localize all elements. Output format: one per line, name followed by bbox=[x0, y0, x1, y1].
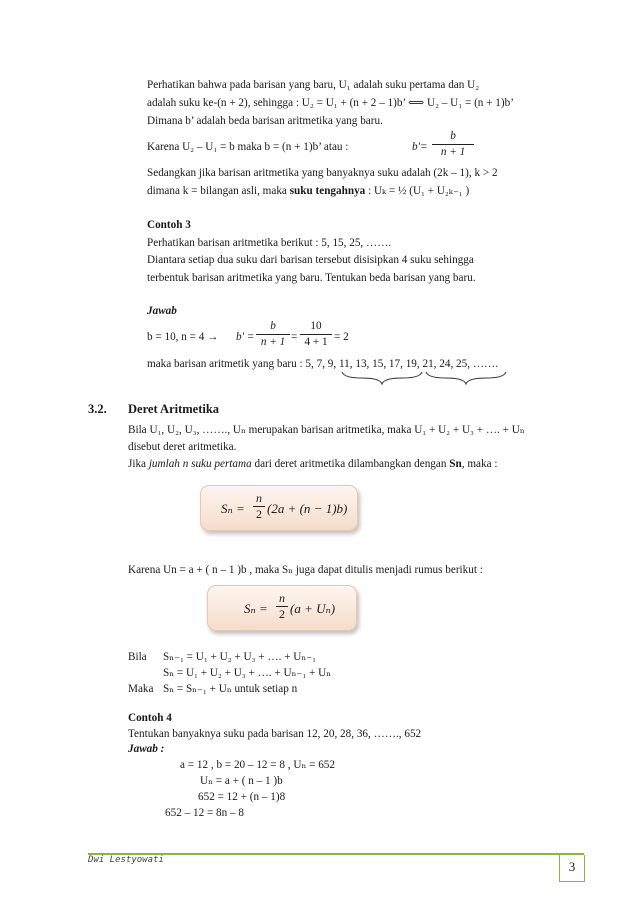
brace-left bbox=[342, 372, 422, 384]
intro-line-4: Karena U₂ – U₁ = b maka b = (n + 1)b’ atau : bbox=[147, 141, 349, 153]
formula1-rhs: (2a + (n − 1)b) bbox=[267, 501, 348, 516]
bila-label: Bila bbox=[128, 651, 147, 663]
section-line-3: Jika jumlah n suku pertama dari deret aritmetika dilambangkan dengan Sn, maka : bbox=[128, 458, 498, 470]
maka-label: Maka bbox=[128, 683, 154, 695]
formula2-lhs: Sₙ = bbox=[244, 601, 268, 616]
contoh4-step-2: Uₙ = a + ( n – 1 )b bbox=[200, 775, 283, 787]
maka-line-1: Sₙ = Sₙ₋₁ + Uₙ untuk setiap n bbox=[163, 683, 298, 695]
intro-bprime: b'= bbox=[412, 141, 428, 153]
insertion-braces bbox=[340, 371, 510, 385]
contoh3-jawab: Jawab bbox=[147, 305, 177, 317]
intro-fraction-den: n + 1 bbox=[440, 146, 466, 158]
contoh4-step-3: 652 = 12 + (n – 1)8 bbox=[198, 791, 286, 803]
intro-line-1: Perhatikan bahwa pada barisan yang baru, U₁ adalah suku pertama dan U₂ bbox=[147, 79, 480, 91]
section-title: Deret Aritmetika bbox=[128, 402, 220, 416]
formula1-num: n bbox=[256, 491, 262, 505]
footer-author: Dwi Lestyowati bbox=[88, 855, 164, 865]
contoh3-fraction-1 bbox=[256, 320, 290, 349]
contoh3-eq2: = 2 bbox=[334, 331, 349, 343]
formula-box-sum-2 bbox=[207, 585, 357, 631]
intro-line-2: adalah suku ke-(n + 2), sehingga : U₂ = U₁ + (n + 2 – 1)b’ ⟺ U₂ – U₁ = (n + 1)b’ bbox=[147, 97, 514, 109]
contoh3-frac2-num: 10 bbox=[310, 320, 322, 332]
contoh4-step-4: 652 – 12 = 8n – 8 bbox=[165, 807, 245, 819]
contoh3-result: maka barisan aritmetik yang baru : 5, 7, 9, 11, 13, 15, 17, 19, 21, 24, 25, ……. bbox=[147, 358, 499, 370]
formula1-fraction bbox=[253, 492, 265, 521]
intro-line-5: Sedangkan jika barisan aritmetika yang banyaknya suku adalah (2k – 1), k > 2 bbox=[147, 167, 498, 179]
formula2-den: 2 bbox=[279, 607, 285, 621]
contoh3-calc-bprime: b' = bbox=[236, 331, 255, 343]
bila-line-2: Sₙ = U₁ + U₂ + U₃ + …. + Uₙ₋₁ + Uₙ bbox=[163, 667, 332, 679]
contoh3-frac2-den: 4 + 1 bbox=[304, 336, 328, 348]
section-line-1: Bila U₁, U₂, U₃, ……., Uₙ merupakan barisan aritmetika, maka U₁ + U₂ + U₃ + …. + Uₙ bbox=[128, 424, 525, 436]
formula1-lhs: Sₙ = bbox=[221, 501, 245, 516]
contoh3-frac1-num: b bbox=[270, 320, 276, 332]
contoh3-frac1-den: n + 1 bbox=[260, 336, 286, 348]
formula1-den: 2 bbox=[256, 507, 262, 521]
bila-line-1: Sₙ₋₁ = U₁ + U₂ + U₃ + …. + Uₙ₋₁ bbox=[163, 651, 317, 663]
section-line-2: disebut deret aritmetika. bbox=[128, 441, 237, 453]
contoh3-calc-lhs: b = 10, n = 4 → bbox=[147, 331, 219, 343]
contoh4-title: Contoh 4 bbox=[128, 712, 172, 724]
section-number: 3.2. bbox=[88, 402, 107, 416]
intro-line-3: Dimana b’ adalah beda barisan aritmetika yang baru. bbox=[147, 115, 383, 127]
intro-line-6: dimana k = bilangan asli, maka suku tengahnya : Uₖ = ½ (U₁ + U₂ₖ₋₁ ) bbox=[147, 185, 470, 197]
contoh3-line-3: terbentuk barisan aritmetika yang baru. Tentukan beda barisan yang baru. bbox=[147, 272, 476, 284]
contoh4-line-1: Tentukan banyaknya suku pada barisan 12, 20, 28, 36, ……., 652 bbox=[128, 728, 422, 740]
section-line-4: Karena Un = a + ( n – 1 )b , maka Sₙ juga dapat ditulis menjadi rumus berikut : bbox=[128, 564, 483, 576]
intro-fraction-num: b bbox=[450, 130, 456, 142]
formula2-rhs: (a + Uₙ) bbox=[290, 601, 336, 616]
contoh3-line-2: Diantara setiap dua suku dari barisan tersebut disisipkan 4 suku sehingga bbox=[147, 254, 474, 266]
formula2-fraction bbox=[276, 592, 288, 621]
formula-box-sum-1 bbox=[200, 485, 358, 531]
brace-right bbox=[426, 372, 506, 384]
contoh3-fraction-2 bbox=[300, 320, 332, 349]
contoh3-line-1: Perhatikan barisan aritmetika berikut : 5, 15, 25, ……. bbox=[147, 237, 392, 249]
contoh3-title: Contoh 3 bbox=[147, 219, 191, 231]
page-number: 3 bbox=[559, 855, 585, 882]
intro-fraction bbox=[432, 130, 474, 159]
formula2-num: n bbox=[279, 591, 285, 605]
contoh4-step-1: a = 12 , b = 20 – 12 = 8 , Uₙ = 652 bbox=[180, 759, 335, 771]
contoh3-eq1: = bbox=[291, 331, 298, 343]
contoh4-jawab: Jawab : bbox=[128, 743, 165, 755]
